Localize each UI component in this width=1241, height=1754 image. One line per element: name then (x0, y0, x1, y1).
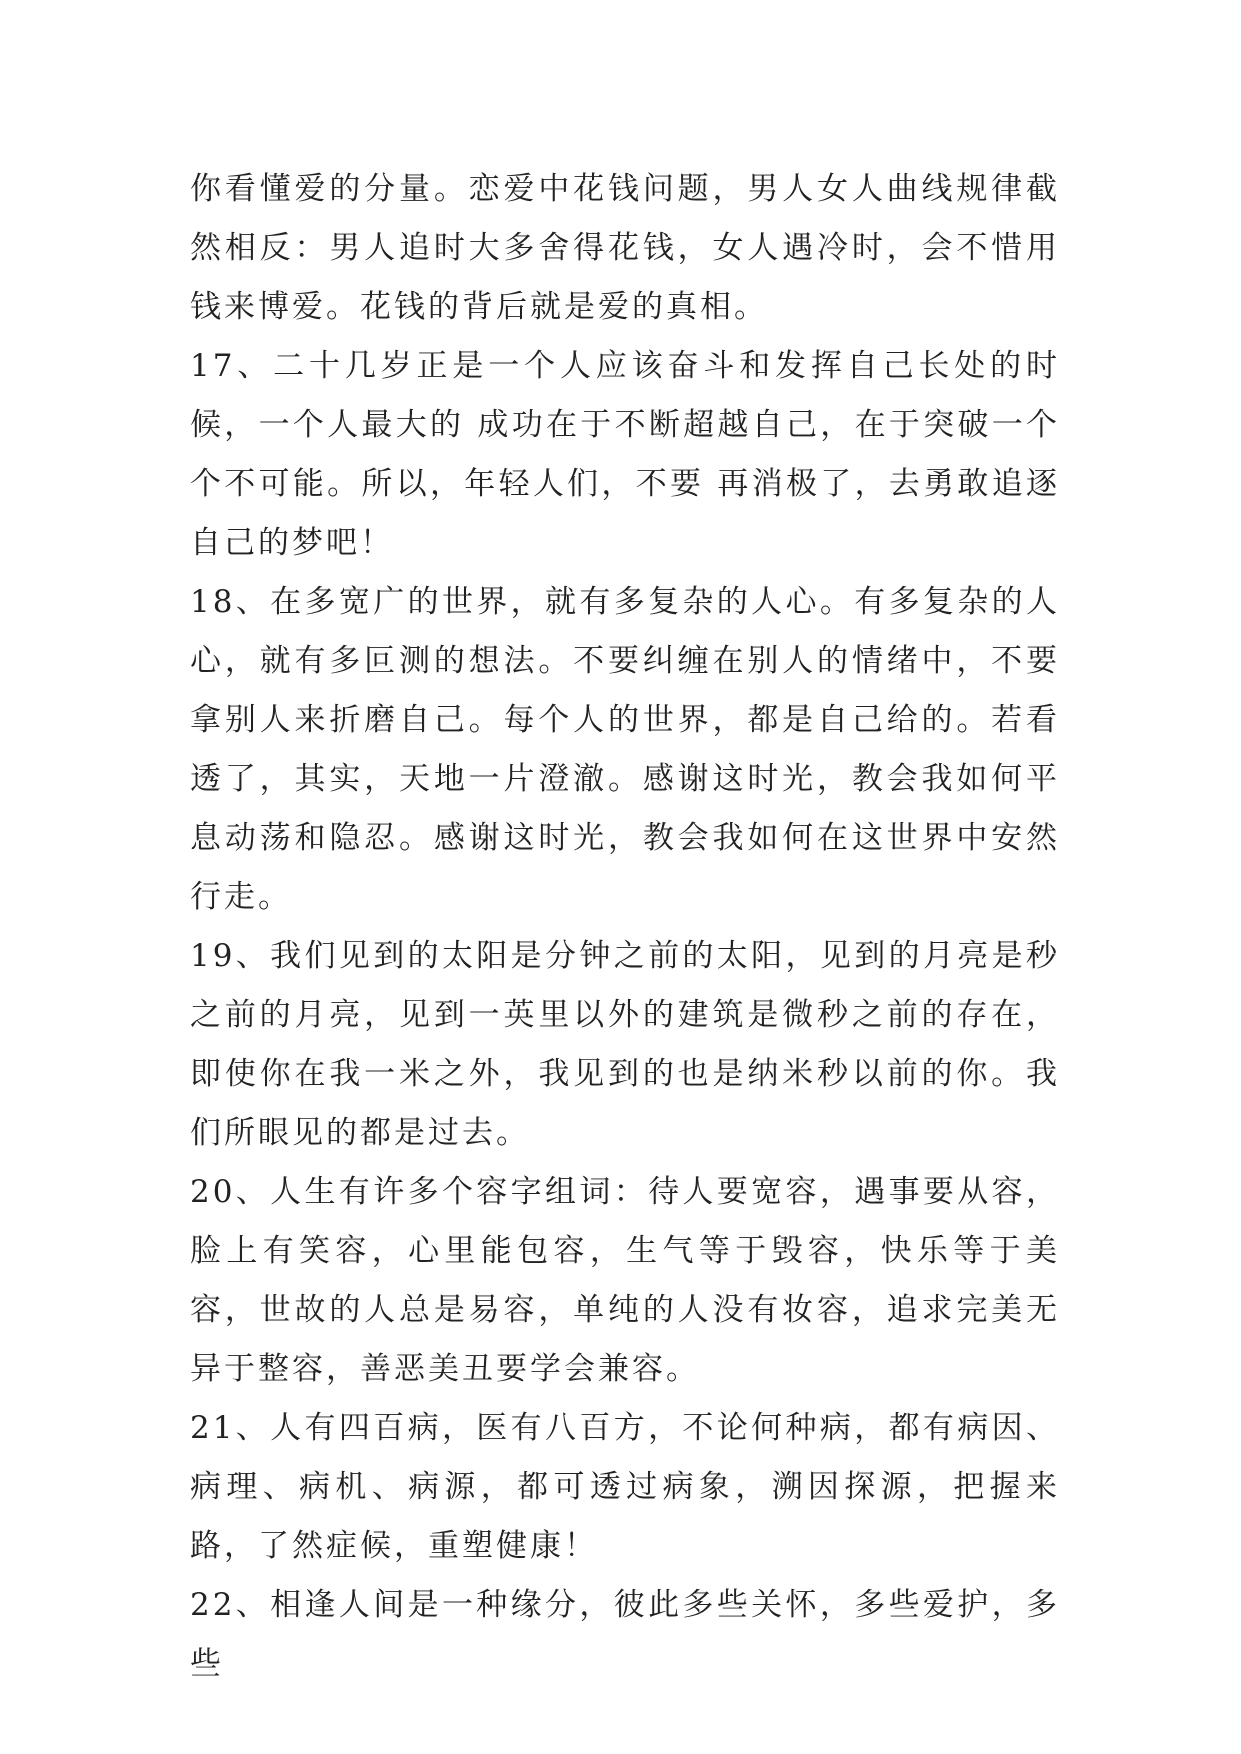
paragraph-19: 19、我们见到的太阳是分钟之前的太阳，见到的月亮是秒之前的月亮，见到一英里以外的建筑是微秒之前的存在，即使你在我一米之外，我见到的也是纳米秒以前的你。我们所眼见的都是过去。 (190, 938, 1060, 1151)
paragraph-17: 17、二十几岁正是一个人应该奋斗和发挥自己长处的时候，一个人最大的 成功在于不断超越自己，在于突破一个个不可能。所以，年轻人们，不要 再消极了，去勇敢追逐自己的梦吧！ (190, 348, 1060, 561)
paragraph-21: 21、人有四百病，医有八百方，不论何种病，都有病因、病理、病机、病源，都可透过病象，溯因探源，把握来路，了然症候，重塑健康！ (190, 1410, 1060, 1564)
paragraph-22: 22、相逢人间是一种缘分，彼此多些关怀，多些爱护，多些 (190, 1587, 1060, 1682)
paragraph-continuation: 你看懂爱的分量。恋爱中花钱问题，男人女人曲线规律截然相反：男人追时大多舍得花钱，女人遇冷时，会不惜用钱来博爱。花钱的背后就是爱的真相。 (190, 171, 1060, 325)
paragraph-18: 18、在多宽广的世界，就有多复杂的人心。有多复杂的人心，就有多叵测的想法。不要纠缠在别人的情绪中，不要拿别人来折磨自己。每个人的世界，都是自己给的。若看透了，其实，天地一片澄澈。感谢这时光，教会我如何平息动荡和隐忍。感谢这时光，教会我如何在这世界中安然行走。 (190, 584, 1060, 915)
document-body (190, 160, 1060, 1694)
paragraph-20: 20、人生有许多个容字组词：待人要宽容，遇事要从容，脸上有笑容，心里能包容，生气等于毁容，快乐等于美容，世故的人总是易容，单纯的人没有妆容，追求完美无异于整容，善恶美丑要学会兼容。 (190, 1174, 1060, 1387)
